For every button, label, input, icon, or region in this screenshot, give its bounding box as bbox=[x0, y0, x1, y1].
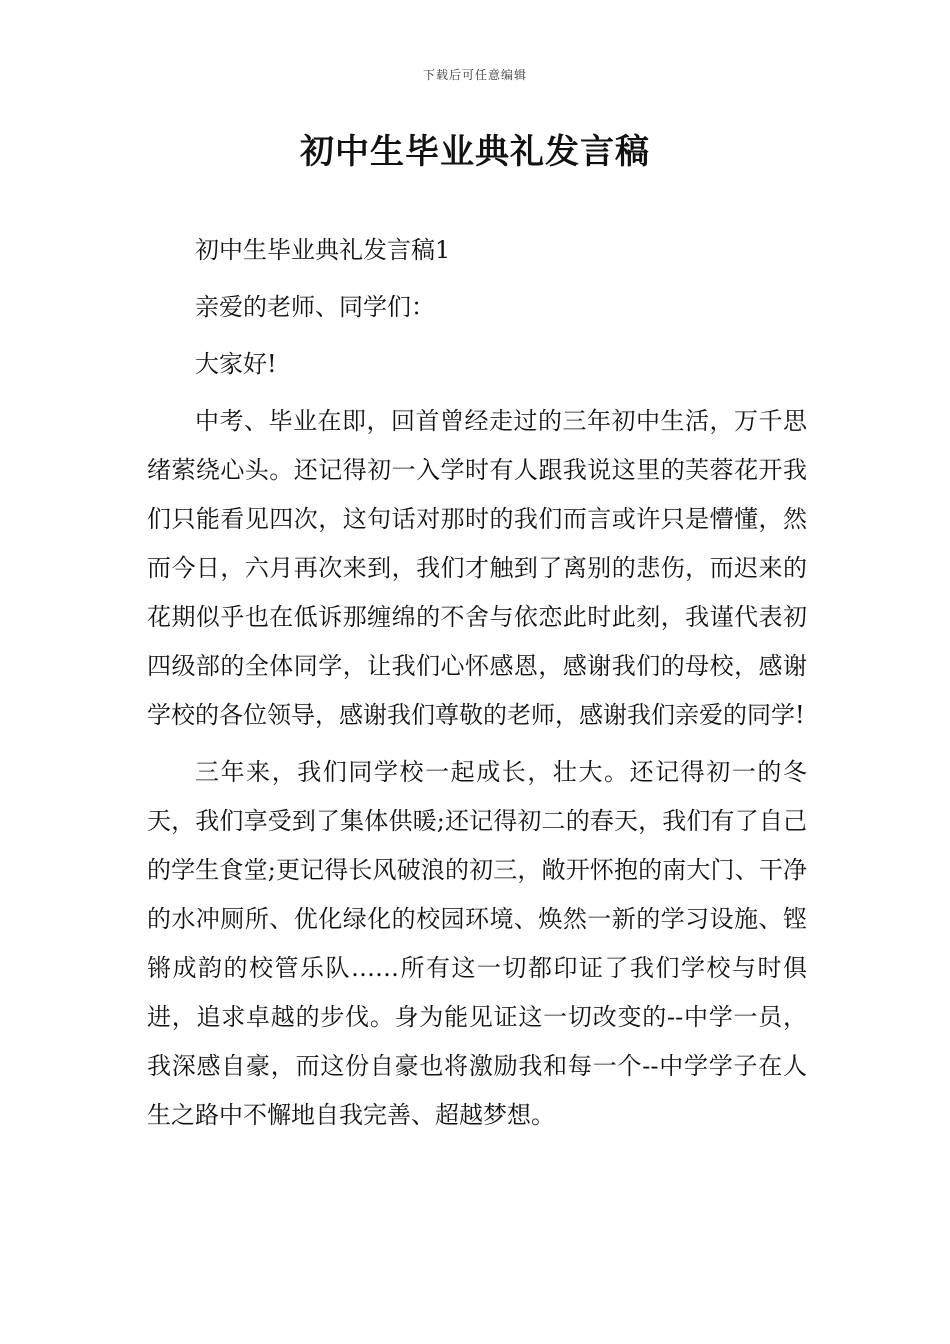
salutation: 亲爱的老师、同学们： bbox=[195, 293, 435, 321]
section-subtitle: 初中生毕业典礼发言稿1 bbox=[195, 236, 451, 264]
greeting: 大家好! bbox=[195, 350, 277, 378]
document-title: 初中生毕业典礼发言稿 bbox=[300, 132, 650, 172]
paragraph-1: 中考、毕业在即，回首曾经走过的三年初中生活，万千思绪萦绕心头。还记得初一入学时有人跟我说这里的芙蓉花开我们只能看见四次，这句话对那时的我们而言或许只是懵懂，然而今日，六月再次来到，我们才触到了离别的悲伤，而迟来的花期似乎也在低诉那缠绵的不舍与依恋此时此刻，我谨代表初四级部的全体同学，让我们心怀感恩，感谢我们的母校，感谢学校的各位领导，感谢我们尊敬的老师，感谢我们亲爱的同学! bbox=[147, 407, 807, 729]
paragraph-2: 三年来，我们同学校一起成长，壮大。还记得初一的冬天，我们享受到了集体供暖;还记得初二的春天，我们有了自己的学生食堂;更记得长风破浪的初三，敞开怀抱的南大门、干净的水冲厕所、优化绿化的校园环境、焕然一新的学习设施、铿锵成韵的校管乐队……所有这一切都印证了我们学校与时俱进，追求卓越的步伐。身为能见证这一切改变的--中学一员，我深感自豪，而这份自豪也将激励我和每一个--中学学子在人生之路中不懈地自我完善、超越梦想。 bbox=[147, 758, 807, 1129]
document-body bbox=[147, 226, 807, 1140]
header-note: 下载后可任意编辑 bbox=[422, 68, 527, 82]
